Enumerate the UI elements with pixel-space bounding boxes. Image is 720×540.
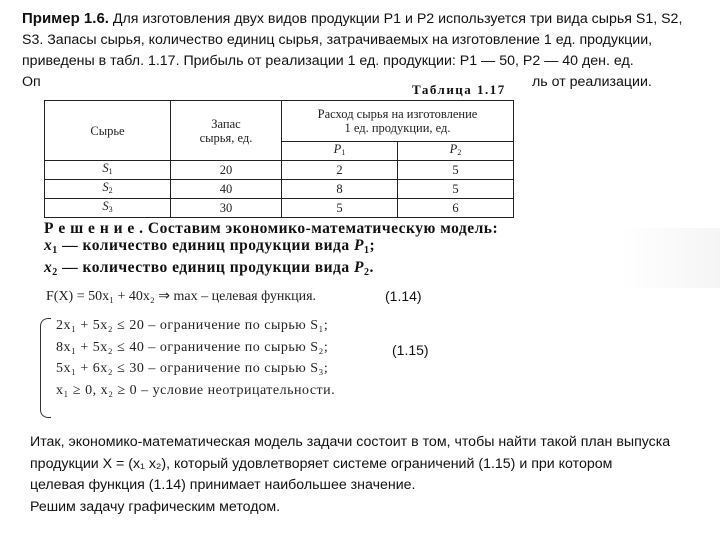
objective-function: F(X) = 50x₁ + 40x₂ ⇒ max – целевая функция. [46, 289, 317, 304]
row-resource: $S_1$ [45, 161, 171, 180]
header-p2: $P_2$ [397, 142, 513, 161]
constraint-2: 8x₁ + 5x₂ ≤ 40 – ограничение по сырью S₂; [56, 339, 329, 355]
table-caption: Таблица 1.17 [408, 82, 512, 98]
header-stock: Запас сырья, ед. [171, 101, 282, 161]
constraint-1: 2x₁ + 5x₂ ≤ 20 – ограничение по сырью S₁; [56, 318, 329, 333]
conclusion-line-1: Итак, экономико-математическая модель задачи состоит в том, чтобы найти такой план выпуска [30, 434, 671, 450]
constraints-system [56, 318, 335, 404]
var-x1-definition: x1 — количество единиц продукции вида P1; [44, 237, 376, 256]
objective-number: (1.14) [385, 288, 422, 304]
intro-line-1: Пример 1.6. Для изготовления двух видов продукции Р1 и Р2 используется три вида сырья S1, S2, [22, 10, 683, 27]
conclusion-line-2: продукции Х = (x₁ x₂), который удовлетворяет системе ограничений (1.15) и при котором [30, 455, 613, 472]
row-stock: 40 [171, 180, 282, 199]
table-row [45, 161, 514, 180]
scan-shadow [620, 228, 720, 288]
solution-block [44, 220, 694, 281]
row-p2: 6 [397, 199, 513, 218]
conclusion-line-4: Решим задачу графическим методом. [30, 498, 281, 515]
system-brace [40, 318, 51, 418]
solution-heading: Р е ш е н и е . Составим экономико-математическую модель: [44, 220, 499, 237]
example-title: Пример 1.6. [22, 10, 109, 27]
row-stock: 20 [171, 161, 282, 180]
row-p2: 5 [397, 161, 513, 180]
constraint-3: 5x₁ + 6x₂ ≤ 30 – ограничение по сырью S₃; [56, 361, 329, 376]
header-p1: $P_1$ [282, 142, 398, 161]
resource-table [44, 100, 514, 218]
row-resource: $S_3$ [45, 199, 171, 218]
constraint-nonneg: x₁ ≥ 0, x₂ ≥ 0 – условие неотрицательности. [56, 382, 336, 398]
row-p1: 2 [282, 161, 398, 180]
intro-line-3: приведены в табл. 1.17. Прибыль от реализации 1 ед. продукции: Р1 — 50, Р2 — 40 ден. ед. [22, 53, 634, 69]
table-row [45, 180, 514, 199]
row-p2: 5 [397, 180, 513, 199]
conclusion-line-3: целевая функция (1.14) принимает наибольшее значение. [30, 477, 416, 493]
row-p1: 5 [282, 199, 398, 218]
table-row [45, 199, 514, 218]
intro-line-4: Оп ль от реализации. [22, 74, 652, 90]
row-p1: 8 [282, 180, 398, 199]
row-resource: $S_2$ [45, 180, 171, 199]
intro-paragraph [22, 8, 702, 93]
table-header-row [45, 101, 514, 142]
header-raw: Сырье [45, 101, 171, 161]
row-stock: 30 [171, 199, 282, 218]
intro-line-2: S3. Запасы сырья, количество единиц сырья, затрачиваемых на изготовление 1 ед. продукции, [22, 32, 653, 48]
header-usage: Расход сырья на изготовление 1 ед. продукции, ед. [282, 101, 514, 142]
var-x2-definition: x2 — количество единиц продукции вида P2. [44, 259, 374, 278]
conclusion-paragraph [30, 432, 720, 518]
constraints-number: (1.15) [392, 342, 429, 358]
